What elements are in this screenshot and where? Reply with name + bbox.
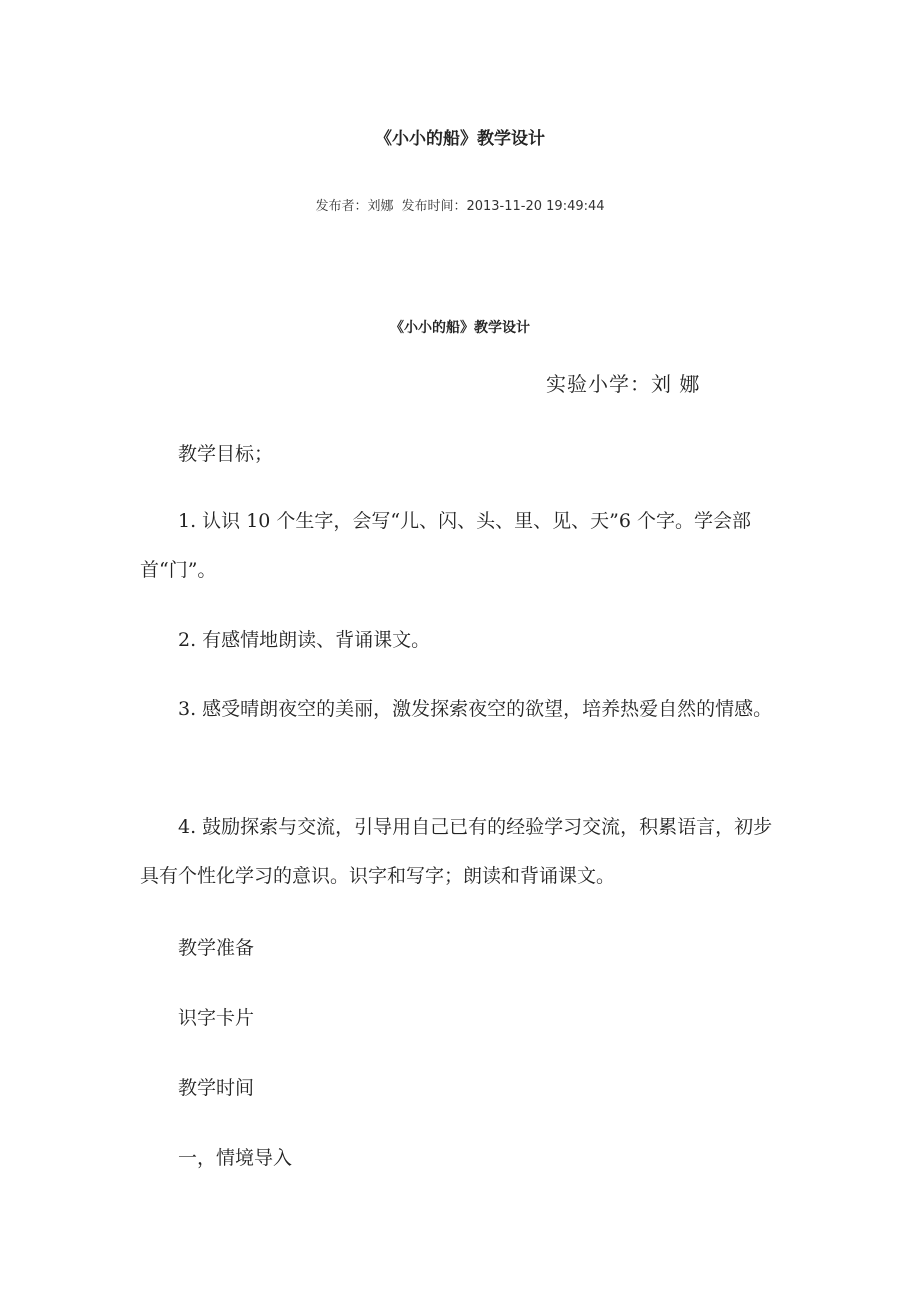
- publish-meta: [0, 195, 920, 214]
- objective-item-1: [140, 497, 780, 595]
- preparation-heading: 教学准备: [178, 937, 255, 959]
- author-line: 实验小学：刘 娜: [546, 372, 701, 396]
- objective-item-2: [140, 616, 780, 665]
- objective-item-4: [140, 803, 780, 901]
- objective-text-3: 3. 感受晴朗夜空的美丽，激发探索夜空的欲望，培养热爱自然的情感。: [178, 698, 773, 720]
- preparation-item: 识字卡片: [178, 1007, 255, 1029]
- publish-time-label: 发布时间：2013-11-20 19:49:44: [401, 199, 605, 214]
- document-subtitle: 《小小的船》教学设计: [390, 320, 530, 336]
- objective-text-2: 2. 有感情地朗读、背诵课文。: [178, 629, 431, 651]
- section-one-heading: 一，情境导入: [178, 1147, 293, 1169]
- objective-item-3: [140, 685, 780, 734]
- publisher-label: 发布者：刘娜: [315, 199, 394, 214]
- objective-text-4: 4. 鼓励探索与交流，引导用自己已有的经验学习交流，积累语言，初步具有个性化学习的意识。识字和写字；朗读和背诵课文。: [140, 816, 773, 887]
- objectives-heading: 教学目标；: [178, 443, 274, 465]
- document-title: 《小小的船》教学设计: [375, 129, 545, 149]
- objective-text-1: 1. 认识 10 个生字，会写“儿、闪、头、里、见、天”6 个字。学会部首“门”。: [140, 510, 751, 581]
- time-heading: 教学时间: [178, 1077, 255, 1099]
